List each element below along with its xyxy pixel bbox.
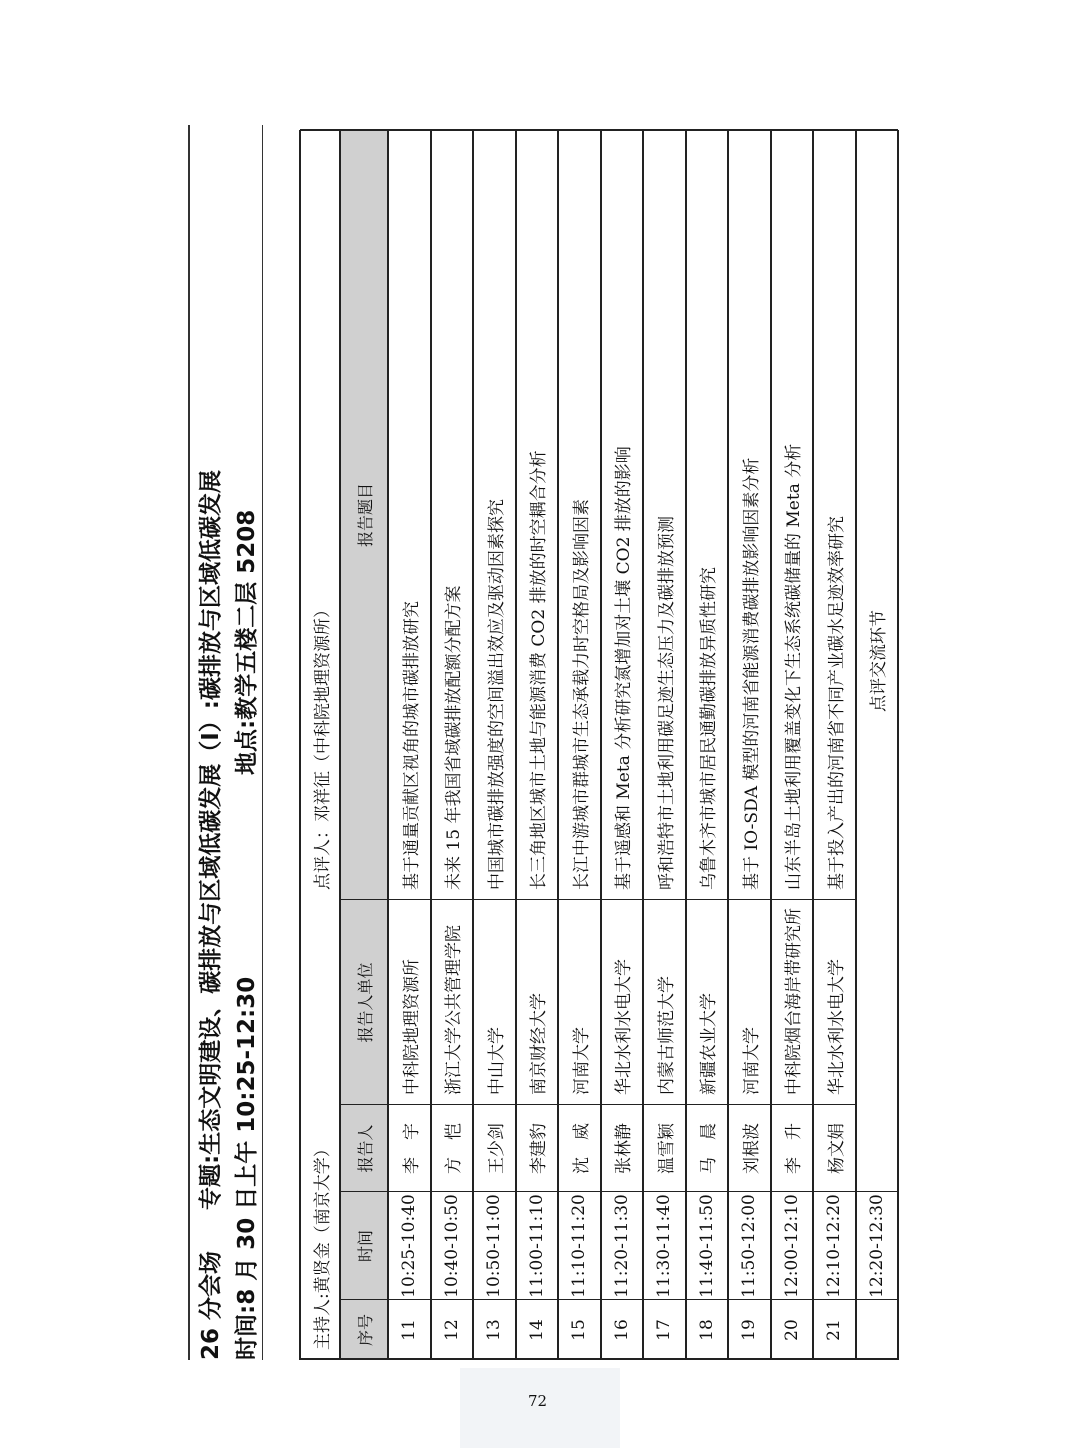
table-cell-title: 中国城市碳排放强度的空间溢出效应及驱动因素探究	[486, 499, 507, 890]
session-time: 时间:8 月 30 日上午 10:25-12:30	[234, 976, 260, 1360]
session-title: 26 分会场	[198, 1250, 224, 1360]
table-cell-title: 基于通量贡献区视角的城市碳排放研究	[401, 601, 422, 890]
table-cell-org: 中山大学	[486, 1027, 507, 1095]
table-cell-speaker: 马 晨	[699, 1123, 720, 1174]
table-cell-title: 乌鲁木齐市城市居民通勤碳排放异质性研究	[699, 567, 720, 890]
table-host: 主持人:黄贤金（南京大学）	[312, 1140, 333, 1350]
header-bottom-rule	[262, 125, 263, 1360]
table-cell-title: 点评交流环节	[869, 610, 890, 712]
table-cell-no: 18	[696, 1319, 717, 1341]
table-cell-no: 15	[569, 1319, 590, 1341]
table-column-line	[340, 1299, 898, 1300]
table-cell-speaker: 杨文娟	[826, 1123, 847, 1174]
header-top-rule	[188, 125, 190, 1360]
column-header: 序号	[340, 1300, 388, 1360]
table-cell-no: 14	[526, 1319, 547, 1341]
page-number: 72	[528, 1392, 548, 1410]
table-reviewer: 点评人：邓祥征（中科院地理资源所）	[312, 601, 333, 890]
table-cell-speaker: 方 恺	[444, 1123, 465, 1174]
table-cell-time: 11:30-11:40	[654, 1194, 675, 1298]
table-row-line	[430, 130, 432, 1360]
table-column-line	[300, 1358, 898, 1360]
table-cell-time: 11:10-11:20	[569, 1194, 590, 1298]
table-cell-speaker: 张林静	[614, 1123, 635, 1174]
table-cell-speaker: 李 宇	[401, 1123, 422, 1174]
table-row-line	[387, 130, 389, 1360]
table-cell-no: 16	[611, 1319, 632, 1341]
table-cell-org: 河南大学	[741, 1027, 762, 1095]
table-cell-org: 浙江大学公共管理学院	[444, 925, 465, 1095]
table-row-line	[727, 130, 729, 1360]
table-row-line	[339, 130, 341, 1360]
table-cell-speaker: 刘根波	[741, 1123, 762, 1174]
table-cell-org: 中科院地理资源所	[401, 959, 422, 1095]
table-cell-title: 呼和浩特市土地利用碳足迹生态压力及碳排放预测	[656, 516, 677, 890]
table-cell-no: 12	[441, 1319, 462, 1341]
table-cell-title: 基于 IO-SDA 模型的河南省能源消费碳排放影响因素分析	[741, 457, 762, 890]
table-cell-speaker: 李 升	[784, 1123, 805, 1174]
table-row-line	[472, 130, 474, 1360]
table-row-line	[642, 130, 644, 1360]
table-row-line	[812, 130, 814, 1360]
table-cell-speaker: 温雪颖	[656, 1123, 677, 1174]
table-cell-no: 20	[781, 1319, 802, 1341]
table-column-line	[340, 1191, 898, 1192]
table-cell-org: 内蒙古师范大学	[656, 976, 677, 1095]
column-header: 报告人单位	[340, 900, 388, 1105]
table-cell-title: 基于投入产出的河南省不同产业碳水足迹效率研究	[826, 516, 847, 890]
table-cell-no: 19	[739, 1319, 760, 1341]
table-cell-no: 17	[654, 1319, 675, 1341]
table-cell-org: 中科院烟台海岸带研究所	[784, 908, 805, 1095]
table-cell-no	[856, 1300, 899, 1360]
table-cell-time: 12:10-12:20	[824, 1194, 845, 1298]
table-cell-time: 10:25-10:40	[399, 1194, 420, 1298]
table-row-line	[557, 130, 559, 1360]
table-cell-org: 南京财经大学	[529, 993, 550, 1095]
column-header: 时间	[340, 1192, 388, 1300]
topic-title: 专题:生态文明建设、碳排放与区域低碳发展（I）:碳排放与区域低碳发展	[198, 470, 224, 1210]
column-header: 报告题目	[340, 130, 388, 900]
table-cell-org: 河南大学	[571, 1027, 592, 1095]
table-cell-time: 11:50-12:00	[739, 1194, 760, 1298]
table-cell-no: 11	[399, 1319, 420, 1341]
table-row-line	[897, 130, 899, 1360]
table-cell-title: 未来 15 年我国省域碳排放配额分配方案	[444, 585, 465, 890]
table-cell-time: 11:40-11:50	[696, 1194, 717, 1298]
session-place: 地点:教学五楼二层 5208	[234, 509, 260, 775]
table-cell-time: 10:40-10:50	[441, 1194, 462, 1298]
table-cell-title: 山东半岛土地利用覆盖变化下生态系统碳储量的 Meta 分析	[784, 443, 805, 890]
table-column-line	[300, 129, 898, 131]
table-cell-org: 新疆农业大学	[699, 993, 720, 1095]
table-row-line	[299, 130, 301, 1360]
table-cell-title: 基于遥感和 Meta 分析研究氮增加对土壤 CO2 排放的影响	[614, 446, 635, 890]
table-cell-speaker: 李建豹	[529, 1123, 550, 1174]
column-header: 报告人	[340, 1105, 388, 1192]
table-row-line	[770, 130, 772, 1360]
table-column-line	[340, 1104, 856, 1105]
table-cell-time: 12:20-12:30	[866, 1194, 887, 1298]
table-cell-org: 华北水利水电大学	[826, 959, 847, 1095]
table-cell-time: 10:50-11:00	[484, 1194, 505, 1298]
table-cell-no: 21	[824, 1319, 845, 1341]
table-cell-no: 13	[484, 1319, 505, 1341]
table-row-line	[685, 130, 687, 1360]
table-cell-title: 长三角地区城市土地与能源消费 CO2 排放的时空耦合分析	[529, 450, 550, 890]
table-cell-time: 12:00-12:10	[781, 1194, 802, 1298]
table-cell-org: 华北水利水电大学	[614, 959, 635, 1095]
table-row-line	[600, 130, 602, 1360]
table-cell-time: 11:20-11:30	[611, 1194, 632, 1298]
table-row-line	[855, 130, 857, 1360]
table-column-line	[340, 899, 856, 900]
table-cell-speaker: 沈 威	[571, 1123, 592, 1174]
schedule-table	[300, 130, 900, 1360]
table-cell-title: 长江中游城市群城市生态承载力时空格局及影响因素	[571, 499, 592, 890]
table-cell-speaker: 王少剑	[486, 1123, 507, 1174]
table-cell-time: 11:00-11:10	[526, 1194, 547, 1298]
table-row-line	[515, 130, 517, 1360]
